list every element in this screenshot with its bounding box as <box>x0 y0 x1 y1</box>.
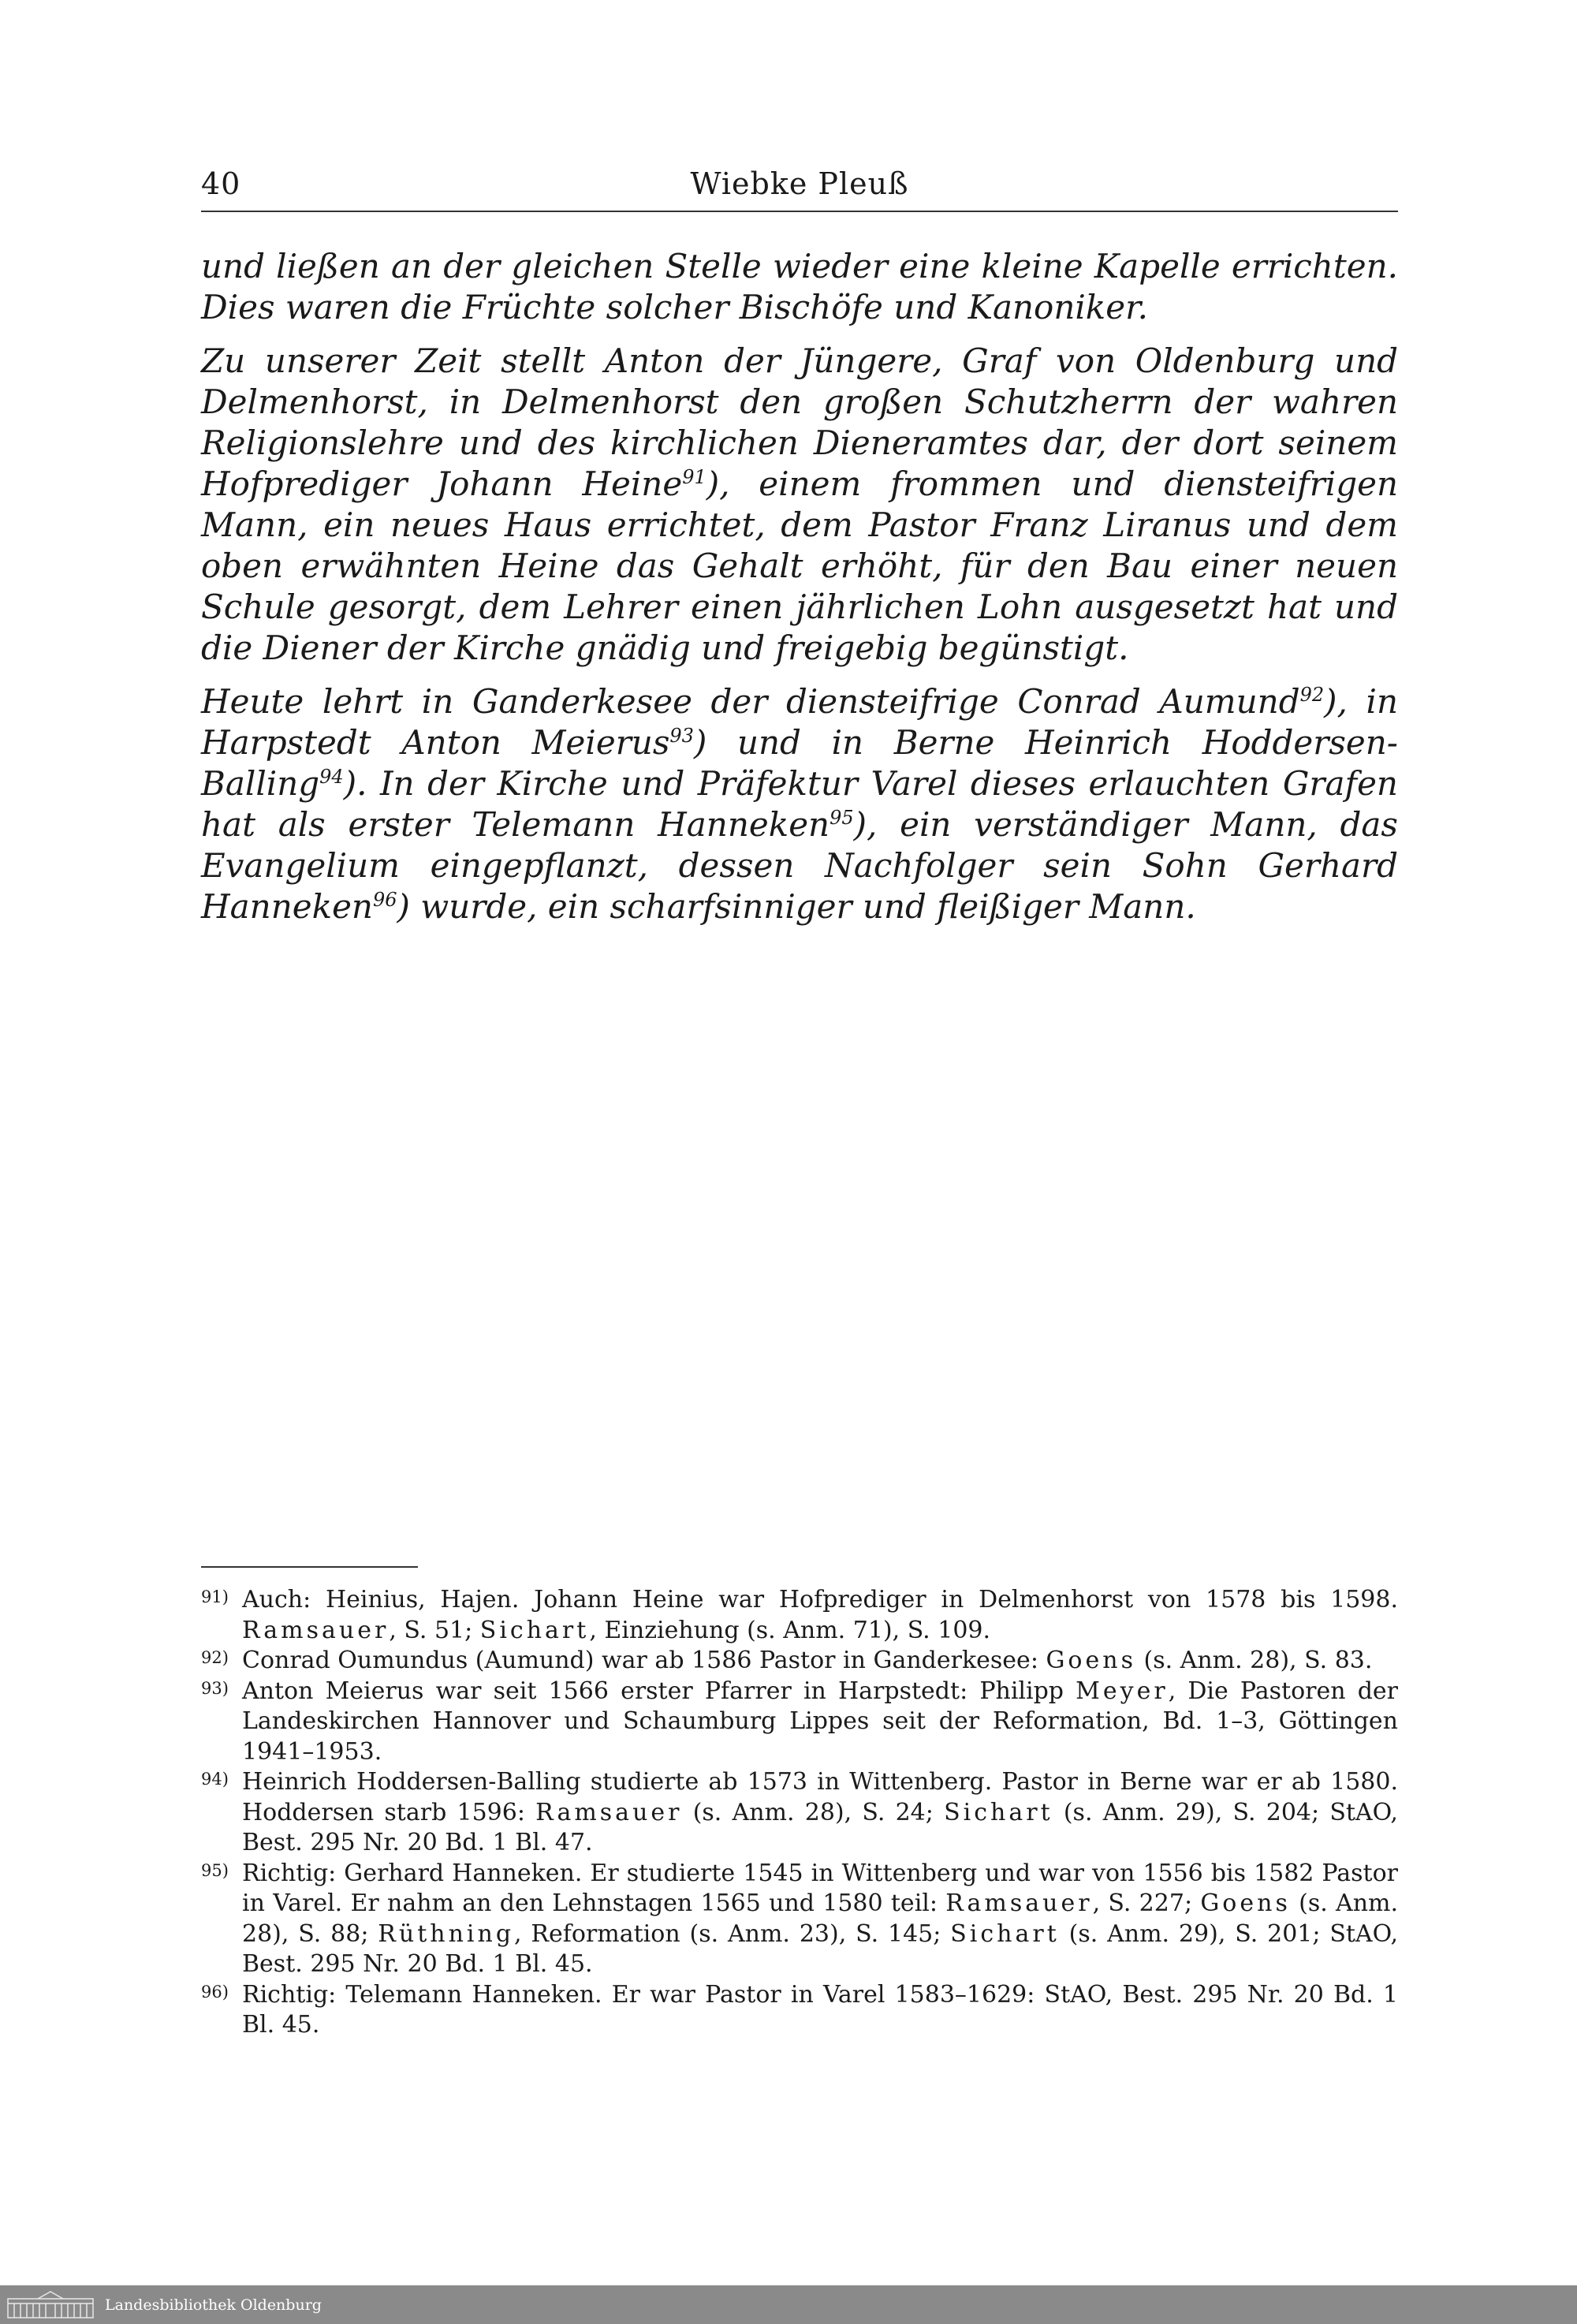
footnote-text-part: (s. Anm. 28), S. 83. <box>1135 1647 1373 1674</box>
footnote-text-part: Heinrich Hoddersen-Balling studierte ab 1573 in Wittenberg. Pastor in Berne war er ab 1580. Hoddersen starb 1596: <box>242 1768 1398 1826</box>
running-head-author: Wiebke Pleuß <box>690 166 909 201</box>
paragraph-3 <box>201 681 1398 927</box>
footnote-text-part: Richtig: Gerhard Hanneken. Er studierte 1545 in Wittenberg und war von 1556 bis 1582 Pastor in Varel. Er nahm an den Lehnstagen 1565 und 1580 teil: <box>242 1859 1398 1917</box>
author-name: Sichart <box>950 1919 1060 1948</box>
footnote-ref-94: 94 <box>319 766 344 788</box>
footnote-text <box>242 1980 1398 2041</box>
footnote-text-part: (s. Anm. 29), S. 204; StAO, Best. 295 Nr. 20 Bd. 1 Bl. 47. <box>242 1798 1398 1856</box>
footnotes <box>201 1585 1398 2041</box>
footnote-text <box>242 1767 1398 1859</box>
footnote-number: 92) <box>201 1648 229 1667</box>
paragraph-3-text-e: ), ein verständiger Mann, das Evangelium eingepflanzt, dessen Nachfolger sein Sohn Gerhard Hanneken <box>201 805 1398 926</box>
footnote-text <box>242 1677 1398 1768</box>
footnote-text-part: (s. Anm. 29), S. 201; StAO, Best. 295 Nr. 20 Bd. 1 Bl. 45. <box>242 1919 1398 1978</box>
footnote-text-part: Conrad Oumundus (Aumund) war ab 1586 Pastor in Ganderkesee: <box>242 1647 1046 1674</box>
footnote-text-part: , Einziehung (s. Anm. 71), S. 109. <box>589 1616 991 1644</box>
author-name: Goens <box>1046 1647 1136 1674</box>
footnote-text-part: , S. 51; <box>389 1616 480 1644</box>
footnote-ref-91: 91 <box>682 466 706 488</box>
paragraph-3-text-c: ) und in Berne Heinrich Hoddersen-Balling <box>201 723 1399 803</box>
footnote-text-part: , S. 227; <box>1092 1889 1201 1917</box>
footnote-number: 95) <box>201 1860 229 1880</box>
author-name: Goens <box>1200 1889 1291 1917</box>
footnote-93 <box>201 1677 1398 1768</box>
footnote-94 <box>201 1767 1398 1859</box>
footnote-92 <box>201 1646 1398 1677</box>
author-name: Sichart <box>944 1798 1053 1826</box>
footnote-text-part: Auch: Heinius, Hajen. Johann Heine war Hofprediger in Delmenhorst von 1578 bis 1598. <box>242 1586 1398 1613</box>
paragraph-3-text-a: Heute lehrt in Ganderkesee der diensteifrige Conrad Aumund <box>201 682 1300 721</box>
footnote-number: 96) <box>201 1982 229 2001</box>
library-footer-bar <box>0 2285 1577 2324</box>
footnote-text <box>242 1646 1398 1677</box>
paragraph-2-text-a: Zu unserer Zeit stellt Anton der Jüngere, Graf von Oldenburg und Delmenhorst, in Delmenhorst den großen Schutzherrn der wahren Religionslehre und des kirchlichen Dieneramtes dar, der dort seinem Hofprediger Johann Heine <box>201 341 1398 503</box>
footnote-ref-96: 96 <box>372 889 397 911</box>
footnote-ref-92: 92 <box>1299 684 1325 706</box>
paragraph-3-text-f: ) wurde, ein scharfsinniger und fleißiger Mann. <box>397 887 1196 926</box>
paragraph-3-text-d: ). In der Kirche und Präfektur Varel dieses erlauchten Grafen hat als erster Telemann Hanneken <box>201 764 1398 844</box>
footnote-96 <box>201 1980 1398 2041</box>
author-name: Rüthning <box>378 1919 515 1948</box>
author-name: Ramsauer <box>945 1889 1093 1917</box>
library-building-icon <box>6 2289 95 2319</box>
paragraph-3-text-b: ), in Harpstedt Anton Meierus <box>201 682 1398 762</box>
author-name: Sichart <box>479 1616 590 1644</box>
footnote-number: 93) <box>201 1678 229 1698</box>
paragraph-1-text: und ließen an der gleichen Stelle wieder eine kleine Kapelle errichten. Dies waren die Früchte solcher Bischöfe und Kanoniker. <box>201 247 1398 326</box>
footnote-text-part: , Die Pastoren der Landeskirchen Hannover und Schaumburg Lippes seit der Reformation, Bd. 1–3, Göttingen 1941–1953. <box>242 1677 1399 1766</box>
running-head <box>201 162 1398 212</box>
footnote-text-part: Richtig: Telemann Hanneken. Er war Pastor in Varel 1583–1629: StAO, Best. 295 Nr. 20 Bd. 1 Bl. 45. <box>242 1980 1398 2039</box>
paragraph-2-text-b: ), einem frommen und diensteifrigen Mann, ein neues Haus errichtet, dem Pastor Franz Liranus und dem oben erwähnten Heine das Gehalt erhöht, für den Bau einer neuen Schule gesorgt, dem Lehrer einen jährlichen Lohn ausgesetzt hat und die Diener der Kirche gnädig und freigebig begünstigt. <box>201 464 1398 667</box>
author-name: Meyer <box>1076 1677 1169 1705</box>
paragraph-1 <box>201 246 1398 328</box>
footnote-ref-95: 95 <box>830 807 854 829</box>
footnote-text-part: , Reformation (s. Anm. 23), S. 145; <box>514 1919 951 1948</box>
footnote-91 <box>201 1585 1398 1646</box>
footnote-text <box>242 1585 1398 1646</box>
library-name: Landesbibliothek Oldenburg <box>105 2296 322 2314</box>
author-name: Ramsauer <box>535 1798 683 1826</box>
footnote-number: 91) <box>201 1587 229 1606</box>
footnote-text-part: (s. Anm. 28), S. 24; <box>682 1798 945 1826</box>
page-number: 40 <box>201 166 241 201</box>
paragraph-2 <box>201 341 1398 669</box>
footnote-text <box>242 1859 1398 1980</box>
footnote-separator <box>201 1566 418 1568</box>
footnote-number: 94) <box>201 1770 229 1789</box>
footnote-95 <box>201 1859 1398 1980</box>
main-text <box>201 246 1398 940</box>
author-name: Ramsauer <box>242 1616 390 1644</box>
footnote-text-part: Anton Meierus war seit 1566 erster Pfarrer in Harpstedt: Philipp <box>242 1677 1076 1705</box>
footnote-text-part: (s. Anm. 28), S. 88; <box>242 1889 1399 1948</box>
footnote-ref-93: 93 <box>669 725 694 747</box>
